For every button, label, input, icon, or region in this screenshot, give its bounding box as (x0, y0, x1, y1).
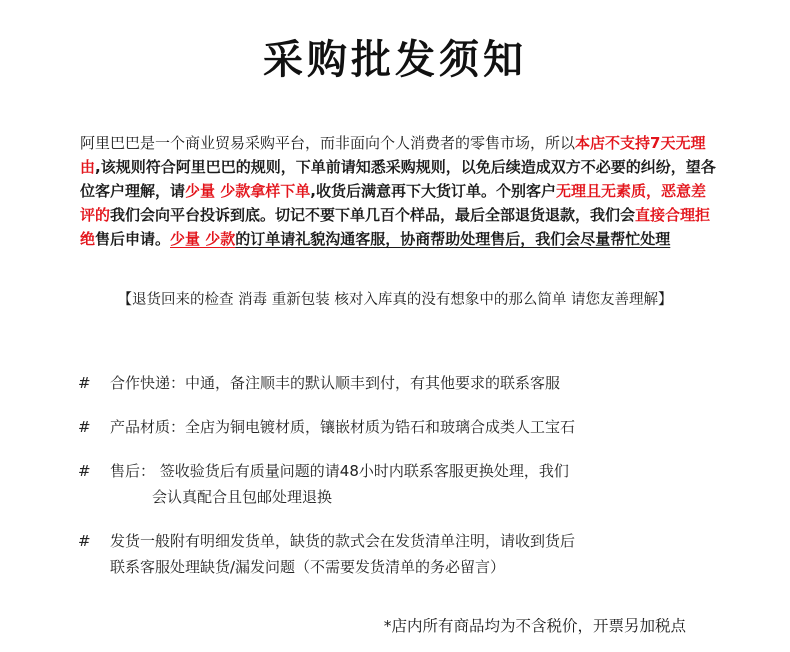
policy-paragraph (80, 131, 720, 251)
list-item (78, 370, 710, 396)
policy-emphasis: 少量 少款 (170, 230, 236, 248)
hash-bullet: # (78, 418, 91, 436)
hash-bullet: # (78, 462, 91, 480)
item-text: 售后： 签收验货后有质量问题的请48小时内联系客服更换处理，我们 (110, 462, 569, 480)
list-item (78, 414, 710, 440)
policy-text: ,该规则符合阿里巴巴的规则，下单前请知悉采购规则，以免后续造成双方不必要的纠纷，望各位客户理解，请 (80, 158, 716, 200)
policy-text: 的订单请礼貌沟通客服，协商帮助处理售后，我们会尽量帮忙处理 (235, 230, 671, 248)
tax-note: *店内所有商品均为不含税价，开票另加税点 (383, 617, 686, 635)
hash-bullet: # (78, 532, 91, 550)
item-text: 产品材质：全店为铜电镀材质，镶嵌材质为锆石和玻璃合成类人工宝石 (110, 418, 576, 436)
page-title: 采购批发须知 (263, 37, 527, 83)
item-text: 发货一般附有明细发货单，缺货的款式会在发货清单注明，请收到货后 (110, 532, 576, 550)
policy-emphasis: 少量 少款拿样下单 (185, 182, 311, 200)
item-text: 合作快递：中通，备注顺丰的默认顺丰到付，有其他要求的联系客服 (110, 374, 561, 392)
policy-emphasis: 本店不支持7天无理由 (80, 134, 706, 176)
policy-emphasis: 直接合理拒绝 (80, 206, 711, 248)
item-text-continued: 联系客服处理缺货/漏发问题（不需要发货清单的务必留言） (110, 558, 506, 576)
list-item (78, 528, 710, 580)
policy-text: ,收货后满意再下大货订单。个别客户 (310, 182, 556, 200)
policy-text: 我们会向平台投诉到底。切记不要下单几百个样品，最后全部退货退款，我们会 (110, 206, 636, 224)
list-item (78, 458, 710, 510)
return-notice: 【退货回来的检查 消毒 重新包装 核对入库真的没有想象中的那么简单 请您友善理解】 (117, 292, 673, 308)
policy-text: 阿里巴巴是一个商业贸易采购平台，而非面向个人消费者的零售市场，所以 (80, 134, 576, 152)
item-text-continued: 会认真配合且包邮处理退换 (152, 488, 333, 506)
hash-bullet: # (78, 374, 91, 392)
policy-emphasis: 无理且无素质，恶意差评的 (80, 182, 706, 224)
policy-text: 售后申请。 (95, 230, 171, 248)
